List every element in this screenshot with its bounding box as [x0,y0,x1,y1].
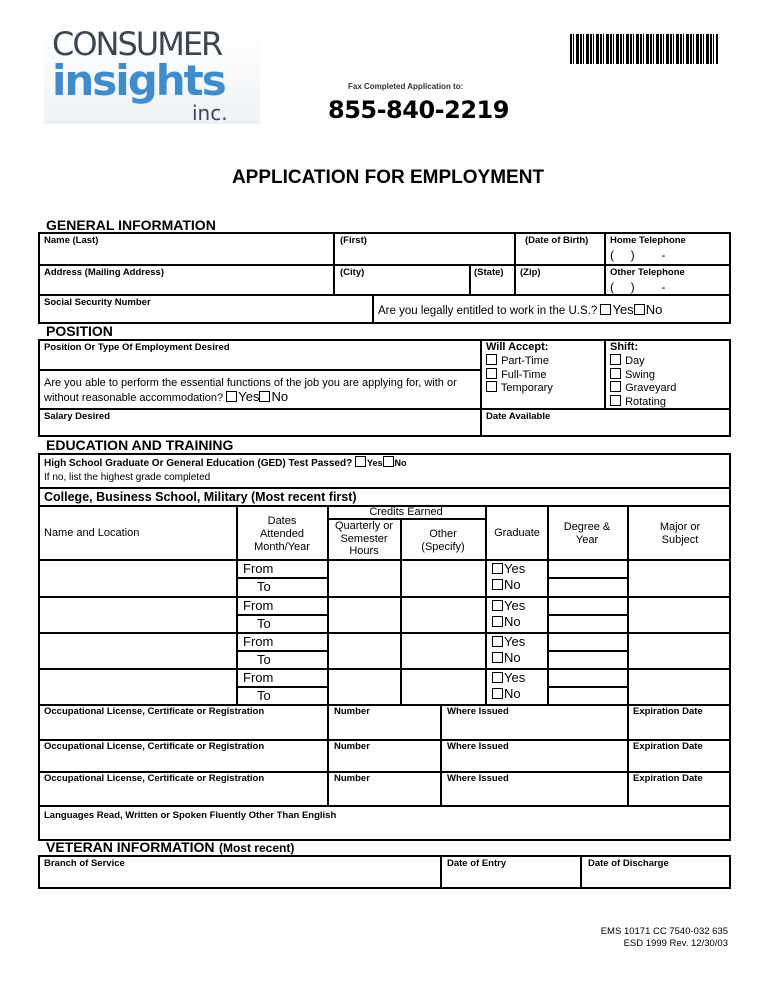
graduate-no-checkbox[interactable]: No [492,650,521,665]
other-telephone-field[interactable]: Other Telephone [610,267,685,278]
license-number-field[interactable]: Number [334,706,370,717]
graduate-no-checkbox[interactable]: No [492,686,521,701]
from-label[interactable]: From [243,670,274,685]
position-desired-field[interactable]: Position Or Type Of Employment Desired [44,342,230,353]
section-position: POSITION [46,323,113,339]
section-veteran: VETERAN INFORMATION (Most recent) [46,839,295,855]
branch-field[interactable]: Branch of Service [44,858,125,869]
company-logo: CONSUMER insights inc. [44,28,260,124]
shift-swing[interactable]: Swing [610,368,676,382]
license-field[interactable]: Occupational License, Certificate or Registration [44,773,265,784]
hs-no-checkbox[interactable] [383,456,394,467]
to-label[interactable]: To [257,579,271,594]
languages-field[interactable]: Languages Read, Written or Spoken Fluently Other Than English [44,810,337,821]
legal-work-question: Are you legally entitled to work in the U.S.? Yes No [378,302,663,317]
graduate-yes-checkbox[interactable]: Yes [492,634,525,649]
salary-field[interactable]: Salary Desired [44,411,111,422]
to-label[interactable]: To [257,652,271,667]
shift-day[interactable]: Day [610,354,676,368]
legal-yes-checkbox[interactable] [600,304,611,315]
expiration-date-field[interactable]: Expiration Date [633,706,703,717]
address-field[interactable]: Address (Mailing Address) [44,267,165,278]
from-label[interactable]: From [243,561,274,576]
shift-options [610,354,676,408]
from-label[interactable]: From [243,634,274,649]
graduate-no-checkbox[interactable]: No [492,577,521,592]
essential-functions-question: Are you able to perform the essential functions of the job you are applying for, with or without reasonable accommodation? Yes No [44,377,457,404]
college-heading: College, Business School, Military (Most recent first) [44,490,357,504]
to-label[interactable]: To [257,688,271,703]
essential-yes-checkbox[interactable] [226,391,237,402]
date-available-field[interactable]: Date Available [486,411,551,422]
section-general: GENERAL INFORMATION [46,217,216,233]
zip-field[interactable]: (Zip) [520,267,541,278]
license-field[interactable]: Occupational License, Certificate or Registration [44,706,265,717]
fax-number: 855-840-2219 [328,96,509,124]
accept-full-time[interactable]: Full-Time [486,368,553,382]
legal-no-checkbox[interactable] [634,304,645,315]
hs-yes-checkbox[interactable] [355,456,366,467]
shift-graveyard[interactable]: Graveyard [610,381,676,395]
will-accept-options [486,354,553,395]
license-field[interactable]: Occupational License, Certificate or Registration [44,741,265,752]
accept-part-time[interactable]: Part-Time [486,354,553,368]
city-field[interactable]: (City) [340,267,365,278]
shift-rotating[interactable]: Rotating [610,395,676,409]
expiration-date-field[interactable]: Expiration Date [633,741,703,752]
date-discharge-field[interactable]: Date of Discharge [588,858,669,869]
where-issued-field[interactable]: Where Issued [447,706,509,717]
graduate-yes-checkbox[interactable]: Yes [492,561,525,576]
graduate-no-checkbox[interactable]: No [492,614,521,629]
fax-label: Fax Completed Application to: [348,82,464,91]
page-title: APPLICATION FOR EMPLOYMENT [231,167,545,188]
date-entry-field[interactable]: Date of Entry [447,858,507,869]
barcode [570,34,718,64]
to-label[interactable]: To [257,616,271,631]
dob-field[interactable]: (Date of Birth) [525,235,589,246]
home-telephone-field[interactable]: Home Telephone [610,235,686,246]
license-number-field[interactable]: Number [334,773,370,784]
state-field[interactable]: (State) [474,267,504,278]
license-number-field[interactable]: Number [334,741,370,752]
hs-question: High School Graduate Or General Education (GED) Test Passed? Yes No [44,458,407,469]
graduate-yes-checkbox[interactable]: Yes [492,670,525,685]
first-name-field[interactable]: (First) [340,235,367,246]
essential-no-checkbox[interactable] [259,391,270,402]
where-issued-field[interactable]: Where Issued [447,773,509,784]
section-education: EDUCATION AND TRAINING [46,437,234,453]
ssn-field[interactable]: Social Security Number [44,297,151,308]
accept-temporary[interactable]: Temporary [486,381,553,395]
from-label[interactable]: From [243,598,274,613]
expiration-date-field[interactable]: Expiration Date [633,773,703,784]
graduate-yes-checkbox[interactable]: Yes [492,598,525,613]
where-issued-field[interactable]: Where Issued [447,741,509,752]
form-code: EMS 10171 CC 7540-032 635 ESD 1999 Rev. 12/30/03 [600,926,728,949]
name-last-field[interactable]: Name (Last) [44,235,99,246]
